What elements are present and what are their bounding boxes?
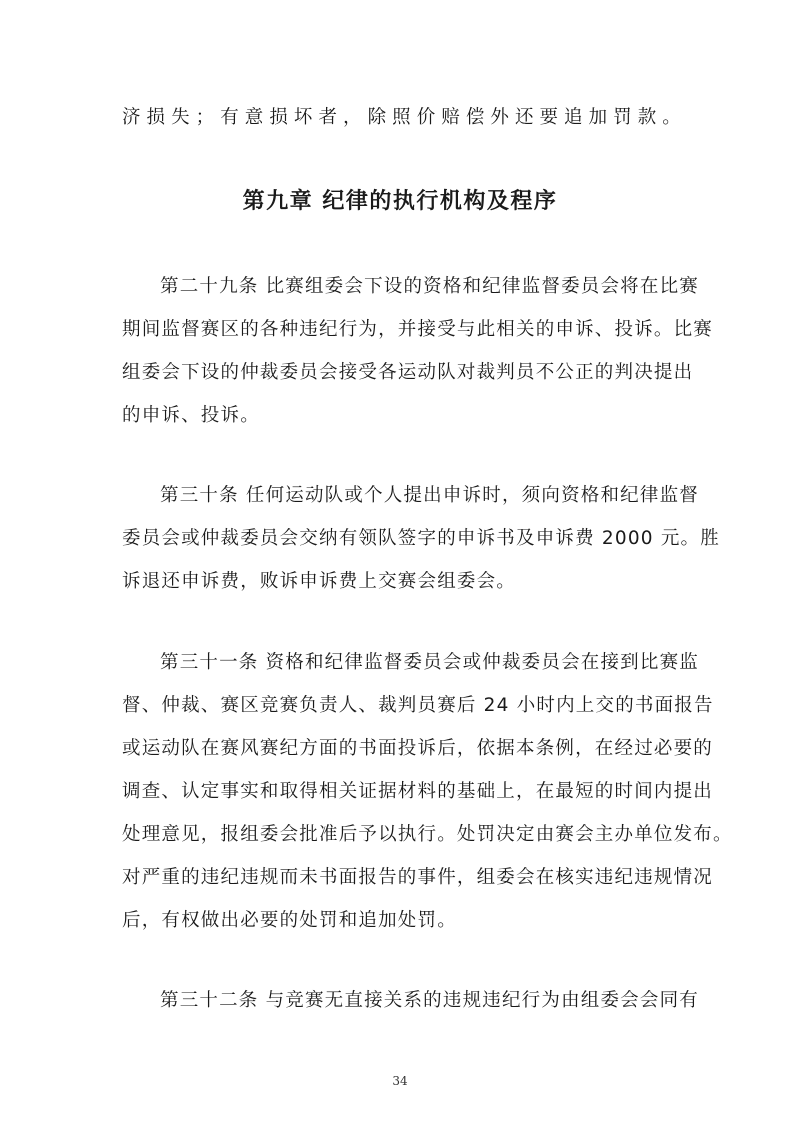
chapter-title: 第九章 纪律的执行机构及程序	[242, 189, 558, 214]
paragraph-line: 第三十二条 与竞赛无直接关系的违规违纪行为由组委会会同有	[160, 990, 699, 1011]
paragraph-line: 第二十九条 比赛组委会下设的资格和纪律监督委员会将在比赛	[160, 276, 699, 297]
paragraph-line: 委员会或仲裁委员会交纳有领队签字的申诉书及申诉费 2000 元。胜	[122, 528, 720, 549]
paragraph-line: 或运动队在赛风赛纪方面的书面投诉后，依据本条例，在经过必要的	[122, 738, 714, 759]
paragraph-line: 期间监督赛区的各种违纪行为，并接受与此相关的申诉、投诉。比赛	[122, 319, 714, 340]
paragraph-line: 诉退还申诉费，败诉申诉费上交赛会组委会。	[122, 571, 517, 592]
paragraph-line: 督、仲裁、赛区竞赛负责人、裁判员赛后 24 小时内上交的书面报告	[122, 695, 714, 716]
paragraph-line: 处理意见，报组委会批准后予以执行。处罚决定由赛会主办单位发布。	[122, 824, 733, 845]
paragraph-line: 调查、认定事实和取得相关证据材料的基础上，在最短的时间内提出	[122, 781, 714, 802]
paragraph-line: 组委会下设的仲裁委员会接受各运动队对裁判员不公正的判决提出	[122, 362, 694, 383]
paragraph-line: 的申诉、投诉。	[122, 405, 260, 426]
paragraph-line: 第三十一条 资格和纪律监督委员会或仲裁委员会在接到比赛监	[160, 652, 699, 673]
carryover-line: 济损失；有意损坏者，除照价赔偿外还要追加罚款。	[122, 107, 682, 128]
paragraph-line: 对严重的违纪违规而未书面报告的事件，组委会在核实违纪违规情况	[122, 867, 714, 888]
paragraph-line: 第三十条 任何运动队或个人提出申诉时，须向资格和纪律监督	[160, 485, 699, 506]
paragraph-line: 后，有权做出必要的处罚和追加处罚。	[122, 910, 457, 931]
page-number: 34	[392, 1074, 408, 1088]
